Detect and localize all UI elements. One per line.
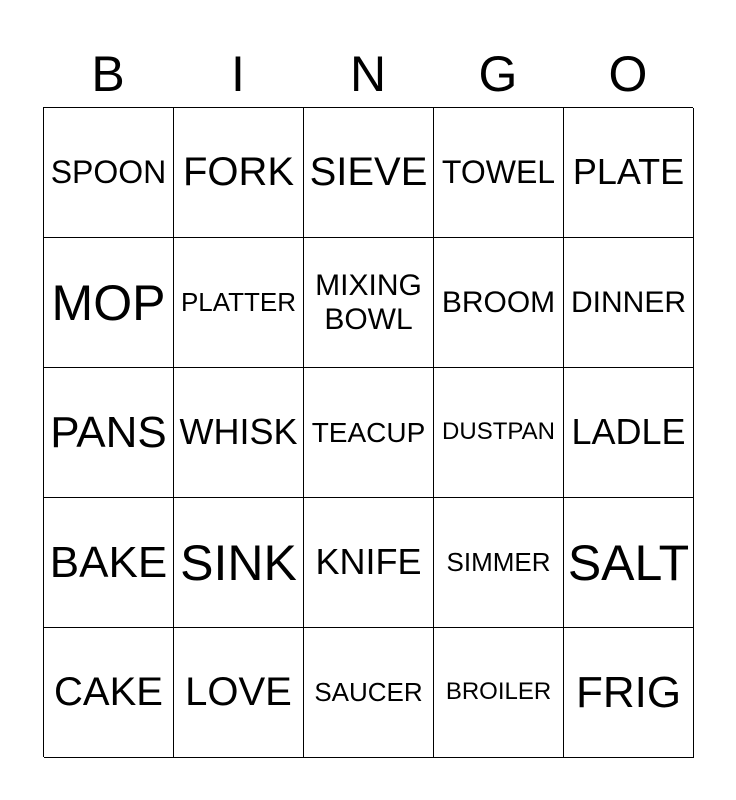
bingo-cell[interactable] xyxy=(434,498,564,628)
cell-label: PLATE xyxy=(572,151,685,193)
header-letter-g: G xyxy=(478,46,518,102)
cell-label: SALT xyxy=(567,534,690,591)
bingo-cell[interactable] xyxy=(44,628,174,758)
bingo-cell[interactable] xyxy=(174,368,304,498)
bingo-cell[interactable] xyxy=(304,368,434,498)
cell-label: BROOM xyxy=(441,285,556,319)
cell-label: SAUCER xyxy=(314,676,423,707)
bingo-cell[interactable] xyxy=(174,498,304,628)
cell-label: TEACUP xyxy=(311,416,426,448)
cell-label: SIEVE xyxy=(309,150,428,195)
header-letter-o: O xyxy=(608,46,648,102)
bingo-cell[interactable] xyxy=(304,628,434,758)
bingo-header xyxy=(43,40,693,108)
bingo-cell[interactable] xyxy=(564,368,694,498)
header-letter-n: N xyxy=(349,46,387,102)
cell-label: TOWEL xyxy=(441,153,556,190)
cell-label: BAKE xyxy=(49,537,168,587)
cell-label: LOVE xyxy=(185,670,292,715)
cell-label: WHISK xyxy=(179,411,298,453)
bingo-cell[interactable] xyxy=(174,108,304,238)
cell-label: SPOON xyxy=(50,153,167,190)
bingo-cell[interactable] xyxy=(434,238,564,368)
bingo-cell[interactable] xyxy=(434,628,564,758)
bingo-cell[interactable] xyxy=(174,238,304,368)
bingo-cell[interactable] xyxy=(44,238,174,368)
bingo-cell[interactable] xyxy=(564,108,694,238)
cell-label: SINK xyxy=(180,534,297,591)
cell-label: FORK xyxy=(182,150,295,195)
cell-label: MOP xyxy=(51,274,166,331)
bingo-cell[interactable] xyxy=(44,368,174,498)
cell-label: KNIFE xyxy=(315,541,422,583)
bingo-cell[interactable] xyxy=(44,108,174,238)
cell-label: BROILER xyxy=(445,678,552,706)
bingo-cell[interactable] xyxy=(304,108,434,238)
header-letter-b: B xyxy=(91,46,125,102)
cell-label: CAKE xyxy=(54,670,163,715)
cell-label: MIXING BOWL xyxy=(315,268,422,336)
bingo-cell[interactable] xyxy=(44,498,174,628)
bingo-cell[interactable] xyxy=(174,628,304,758)
bingo-cell[interactable] xyxy=(564,628,694,758)
cell-label: DUSTPAN xyxy=(442,418,555,446)
bingo-cell[interactable] xyxy=(304,238,434,368)
bingo-board xyxy=(43,107,693,757)
header-letter-i: I xyxy=(231,46,245,102)
bingo-cell[interactable] xyxy=(434,108,564,238)
cell-label: SIMMER xyxy=(446,546,551,577)
cell-label: PANS xyxy=(50,407,167,457)
cell-label: FRIG xyxy=(575,667,682,717)
cell-label: DINNER xyxy=(570,285,686,319)
cell-label: PLATTER xyxy=(180,286,297,317)
bingo-cell[interactable] xyxy=(304,498,434,628)
bingo-cell[interactable] xyxy=(434,368,564,498)
bingo-cell[interactable] xyxy=(564,238,694,368)
bingo-cell[interactable] xyxy=(564,498,694,628)
cell-label: LADLE xyxy=(571,411,686,453)
